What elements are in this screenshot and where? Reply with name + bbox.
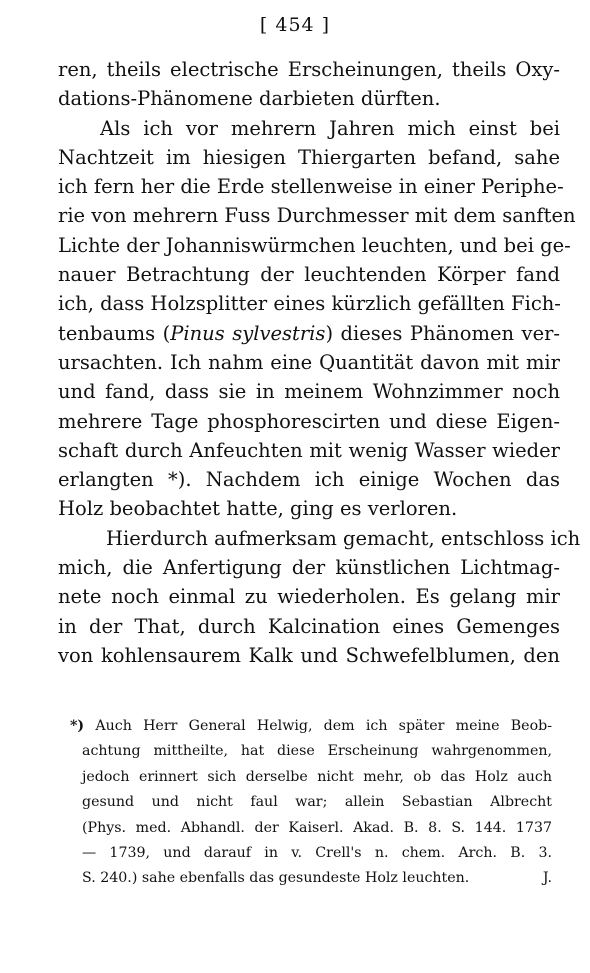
footnote-text: S. 240.) sahe ebenfalls das gesundeste Holz leuchten. [82,870,470,887]
main-text [58,55,581,670]
footnote-line: achtung mittheilte, hat diese Erscheinung wahrgenommen, [82,743,552,760]
paragraph-3 [58,524,581,670]
text-line: Hierdurch aufmerksam gemacht, entschloss ich [106,526,581,550]
text-line: ich, dass Holzsplitter eines kürzlich gefällten Fich- [58,292,561,316]
footnote-line: jedoch erinnert sich derselbe nicht mehr, ob das Holz auch [82,768,552,785]
text-line: nauer Betrachtung der leuchtenden Körper fand [58,263,560,287]
text-line: und fand, dass sie in meinem Wohnzimmer noch [58,380,560,404]
text-line: mich, die Anfertigung der künstlichen Lichtmag- [58,556,560,580]
footnote-text: Auch Herr General Helwig, dem ich später meine Beob- [95,718,552,734]
footnote-signature: J. [542,870,552,887]
text-line-with-italic: tenbaums (Pinus sylvestris) dieses Phänomen ver- [58,321,561,345]
text-line: ursachten. Ich nahm eine Quantität davon mit mir [58,350,560,374]
text-line: schaft durch Anfeuchten mit wenig Wasser wieder [58,438,560,462]
text-line: in der That, durch Kalcination eines Gemenges [58,614,560,638]
text-line: Als ich vor mehrern Jahren mich einst bei [100,116,560,140]
footnote-marker: *) [70,718,85,734]
text-line: rie von mehrern Fuss Durchmesser mit dem sanften [58,204,576,228]
text-line: von kohlensaurem Kalk und Schwefelblumen, den [58,643,560,667]
paragraph-2 [58,114,576,524]
text-line: ich fern her die Erde stellenweise in einer Periphe- [58,175,564,199]
footnote [70,714,552,892]
page-number: [ 454 ] [259,14,331,36]
text-line: Lichte der Johanniswürmchen leuchten, und bei ge- [58,233,571,257]
species-name: Pinus sylvestris [170,321,326,345]
text-line: Nachtzeit im hiesigen Thiergarten befand, sahe [58,145,560,169]
footnote-line: — 1739, und darauf in v. Crell's n. chem. Arch. B. 3. [82,845,552,862]
footnote-line: gesund und nicht faul war; allein Sebastian Albrecht [82,794,552,811]
text-line: ren, theils electrische Erscheinungen, theils Oxy- [58,58,560,81]
paragraph-1 [58,55,560,114]
footnote-line-1 [70,714,552,739]
text-line: nete noch einmal zu wiederholen. Es gelang mir [58,585,560,609]
text-line: mehrere Tage phosphorescirten und diese Eigen- [58,409,560,433]
footnote-line-last [70,866,552,891]
text-line: Holz beobachtet hatte, ging es verloren. [58,497,458,521]
text-line: dations-Phänomene darbieten dürften. [58,87,441,111]
text-line: erlangten *). Nachdem ich einige Wochen das [58,468,560,492]
footnote-line: (Phys. med. Abhandl. der Kaiserl. Akad. B. 8. S. 144. 1737 [82,819,552,836]
